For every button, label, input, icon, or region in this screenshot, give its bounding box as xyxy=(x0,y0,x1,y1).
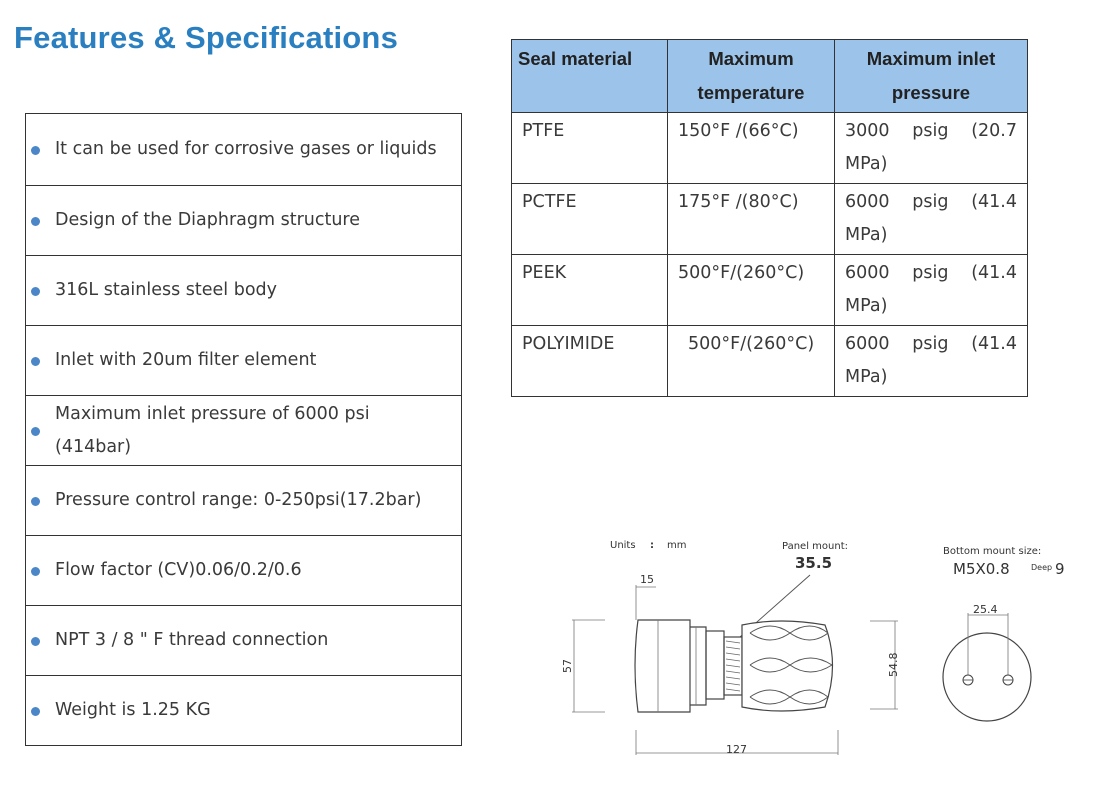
header-seal-material: Seal material xyxy=(512,40,668,113)
feature-text: 316L stainless steel body xyxy=(55,280,278,300)
bullet-icon xyxy=(31,146,40,155)
dim-127-label: 127 xyxy=(726,743,747,756)
table-row xyxy=(512,184,1028,255)
bullet-icon xyxy=(31,497,40,506)
feature-text: Weight is 1.25 KG xyxy=(55,700,211,720)
dim-15-label: 15 xyxy=(640,573,654,586)
dim-57-label: 57 xyxy=(561,659,574,673)
page-title: Features & Specifications xyxy=(14,20,399,55)
cell-seal-material: PEEK xyxy=(512,255,668,326)
table-row xyxy=(512,113,1028,184)
dim-25-4-label: 25.4 xyxy=(973,603,998,616)
feature-text: Flow factor (CV)0.06/0.2/0.6 xyxy=(55,560,302,580)
cell-seal-material: POLYIMIDE xyxy=(512,326,668,397)
table-row xyxy=(512,255,1028,326)
cell-pressure: 6000 psig (41.4 MPa) xyxy=(835,255,1028,326)
table-row xyxy=(512,326,1028,397)
cell-pressure: 3000 psig (20.7 MPa) xyxy=(835,113,1028,184)
panel-mount-value: 35.5 xyxy=(795,554,833,572)
header-max-inlet-pressure: Maximum inlet pressure xyxy=(835,40,1028,113)
dimension-drawing xyxy=(540,525,1080,765)
cell-temperature: 175°F /(80°C) xyxy=(668,184,835,255)
bottom-mount-label: Bottom mount size: xyxy=(943,546,1042,557)
feature-item xyxy=(25,396,462,466)
bullet-icon xyxy=(31,357,40,366)
table-header-row xyxy=(512,40,1028,113)
seal-spec-table xyxy=(511,39,1028,397)
bullet-icon xyxy=(31,637,40,646)
bottom-mount-depth-value: 9 xyxy=(1055,560,1065,578)
bullet-icon xyxy=(31,217,40,226)
feature-text: It can be used for corrosive gases or liquids xyxy=(55,139,437,159)
cell-pressure: 6000 psig (41.4 MPa) xyxy=(835,326,1028,397)
bullet-icon xyxy=(31,567,40,576)
feature-text: Design of the Diaphragm structure xyxy=(55,210,361,230)
bullet-icon xyxy=(31,287,40,296)
feature-item xyxy=(25,466,462,536)
feature-item xyxy=(25,326,462,396)
bullet-icon xyxy=(31,707,40,716)
feature-item xyxy=(25,676,462,746)
cell-temperature: 150°F /(66°C) xyxy=(668,113,835,184)
feature-item xyxy=(25,186,462,256)
header-max-temperature: Maximum temperature xyxy=(668,40,835,113)
feature-item xyxy=(25,606,462,676)
cell-temperature: 500°F/(260°C) xyxy=(668,255,835,326)
feature-item xyxy=(25,256,462,326)
cell-seal-material: PCTFE xyxy=(512,184,668,255)
cell-pressure: 6000 psig (41.4 MPa) xyxy=(835,184,1028,255)
dim-54-8-label: 54.8 xyxy=(887,652,900,677)
feature-item xyxy=(25,536,462,606)
feature-item xyxy=(25,114,462,186)
panel-mount-label: Panel mount: xyxy=(782,541,848,552)
regulator-side-view xyxy=(635,620,833,712)
feature-text: NPT 3 / 8 " F thread connection xyxy=(55,630,329,650)
units-value: mm xyxy=(667,540,687,551)
units-separator: : xyxy=(650,540,654,551)
feature-text: Maximum inlet pressure of 6000 psi (414bar) xyxy=(55,403,370,457)
feature-text: Inlet with 20um filter element xyxy=(55,350,317,370)
features-list xyxy=(25,113,462,746)
units-label: Units xyxy=(610,540,636,551)
bullet-icon xyxy=(31,427,40,436)
bottom-mount-depth-label: Deep xyxy=(1031,563,1053,572)
cell-temperature: 500°F/(260°C) xyxy=(668,326,835,397)
feature-text: Pressure control range: 0-250psi(17.2bar) xyxy=(55,490,422,510)
cell-seal-material: PTFE xyxy=(512,113,668,184)
bottom-mount-value: M5X0.8 xyxy=(953,560,1010,578)
regulator-bottom-view xyxy=(943,613,1031,721)
